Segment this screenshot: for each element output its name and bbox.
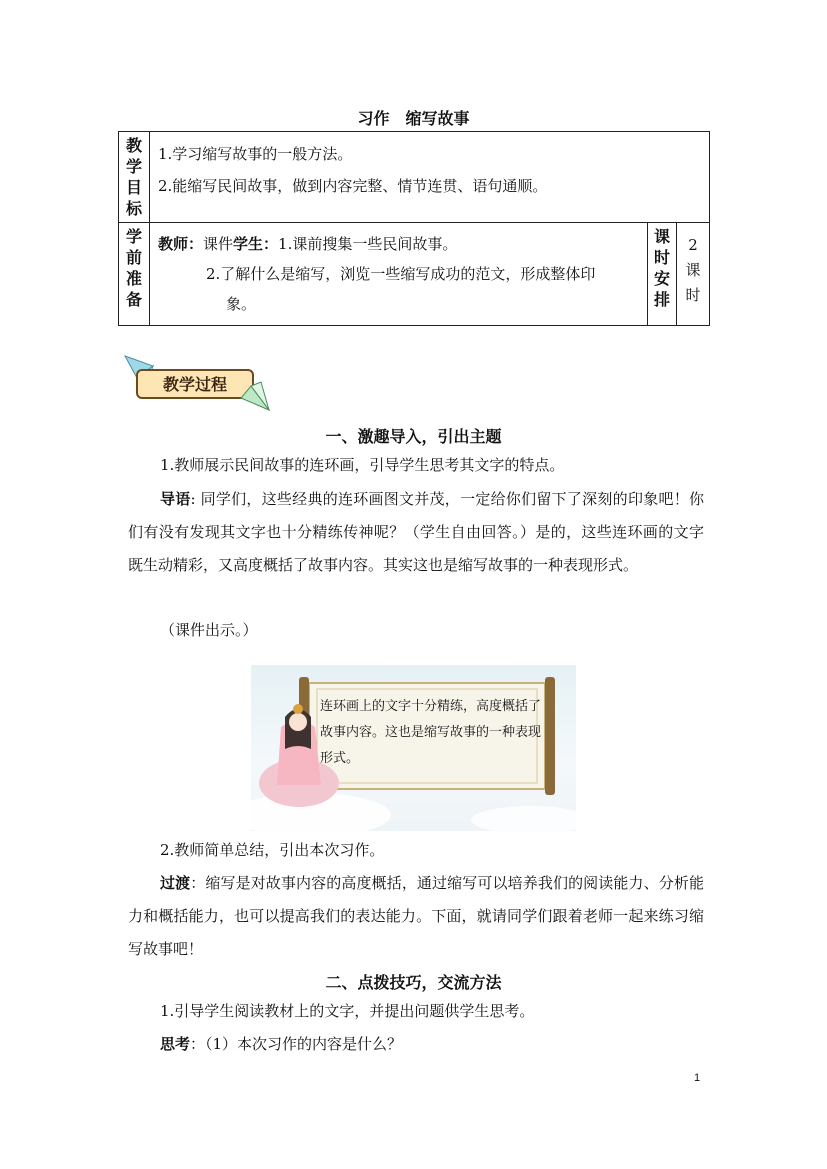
prep-student-label: 学生： bbox=[233, 235, 279, 253]
paragraph-5-text: ：缩写是对故事内容的高度概括，通过缩写可以培养我们的阅读能力、分析能力和概括能力，也可以提高我们的表达能力。下面，就请同学们跟着老师一起来练习缩写故事吧！ bbox=[128, 874, 704, 958]
prep-student-2b: 象。 bbox=[226, 295, 257, 313]
badge-text: 教学过程 bbox=[162, 375, 228, 394]
prep-teacher: 课件 bbox=[203, 235, 234, 253]
title-part-1: 习作 bbox=[357, 109, 390, 128]
title-part-2: 缩写故事 bbox=[405, 109, 470, 128]
prep-label: 学 前 准 备 bbox=[119, 223, 150, 326]
paragraph-7 bbox=[128, 1028, 704, 1061]
page-number: 1 bbox=[694, 1072, 701, 1084]
document-title bbox=[0, 106, 827, 129]
goal-1: 1.学习缩写故事的一般方法。 bbox=[158, 145, 353, 163]
paragraph-5-lead: 过渡 bbox=[160, 874, 191, 892]
goal-2: 2.能缩写民间故事，做到内容完整、情节连贯、语句通顺。 bbox=[158, 177, 548, 195]
paragraph-5 bbox=[128, 867, 704, 966]
paragraph-7-text: ：（1）本次习作的内容是什么？ bbox=[190, 1035, 403, 1053]
scroll-text: 连环画上的文字十分精练，高度概括了故事内容。这也是缩写故事的一种表现形式。 bbox=[320, 699, 542, 766]
goals-content bbox=[150, 132, 710, 223]
paragraph-2 bbox=[128, 483, 704, 582]
section-1-heading: 一、激趣导入，引出主题 bbox=[325, 427, 502, 446]
prep-content bbox=[150, 223, 648, 326]
paragraph-1: 1.教师展示民间故事的连环画，引导学生思考其文字的特点。 bbox=[160, 456, 565, 474]
section-2-heading: 二、点拨技巧，交流方法 bbox=[325, 973, 502, 992]
prep-student-1: 1.课前搜集一些民间故事。 bbox=[278, 235, 458, 253]
hours-label: 课 时 安 排 bbox=[648, 223, 677, 326]
paragraph-4: 2.教师简单总结，引出本次习作。 bbox=[160, 841, 385, 859]
prep-teacher-label: 教师： bbox=[158, 235, 204, 253]
teaching-process-badge bbox=[123, 352, 273, 414]
paragraph-7-lead: 思考 bbox=[160, 1035, 191, 1053]
paragraph-3: （课件出示。） bbox=[160, 621, 258, 639]
paragraph-2-text: : 同学们，这些经典的连环画图文并茂，一定给你们留下了深刻的印象吧！你们有没有发现其文字也十分精练传神呢？（学生自由回答。）是的，这些连环画的文字既生动精彩，又高度概括了故事内容。其实这也是缩写故事的一种表现形式。 bbox=[128, 490, 704, 574]
paragraph-6: 1.引导学生阅读教材上的文字，并提出问题供学生思考。 bbox=[160, 1002, 535, 1020]
prep-student-2a: 2.了解什么是缩写，浏览一些缩写成功的范文，形成整体印 bbox=[206, 265, 596, 283]
lesson-plan-table bbox=[118, 131, 710, 326]
goals-label: 教 学 目 标 bbox=[119, 132, 150, 223]
hours-value: 2 课 时 bbox=[677, 223, 710, 326]
paragraph-2-lead: 导语 bbox=[160, 490, 191, 508]
